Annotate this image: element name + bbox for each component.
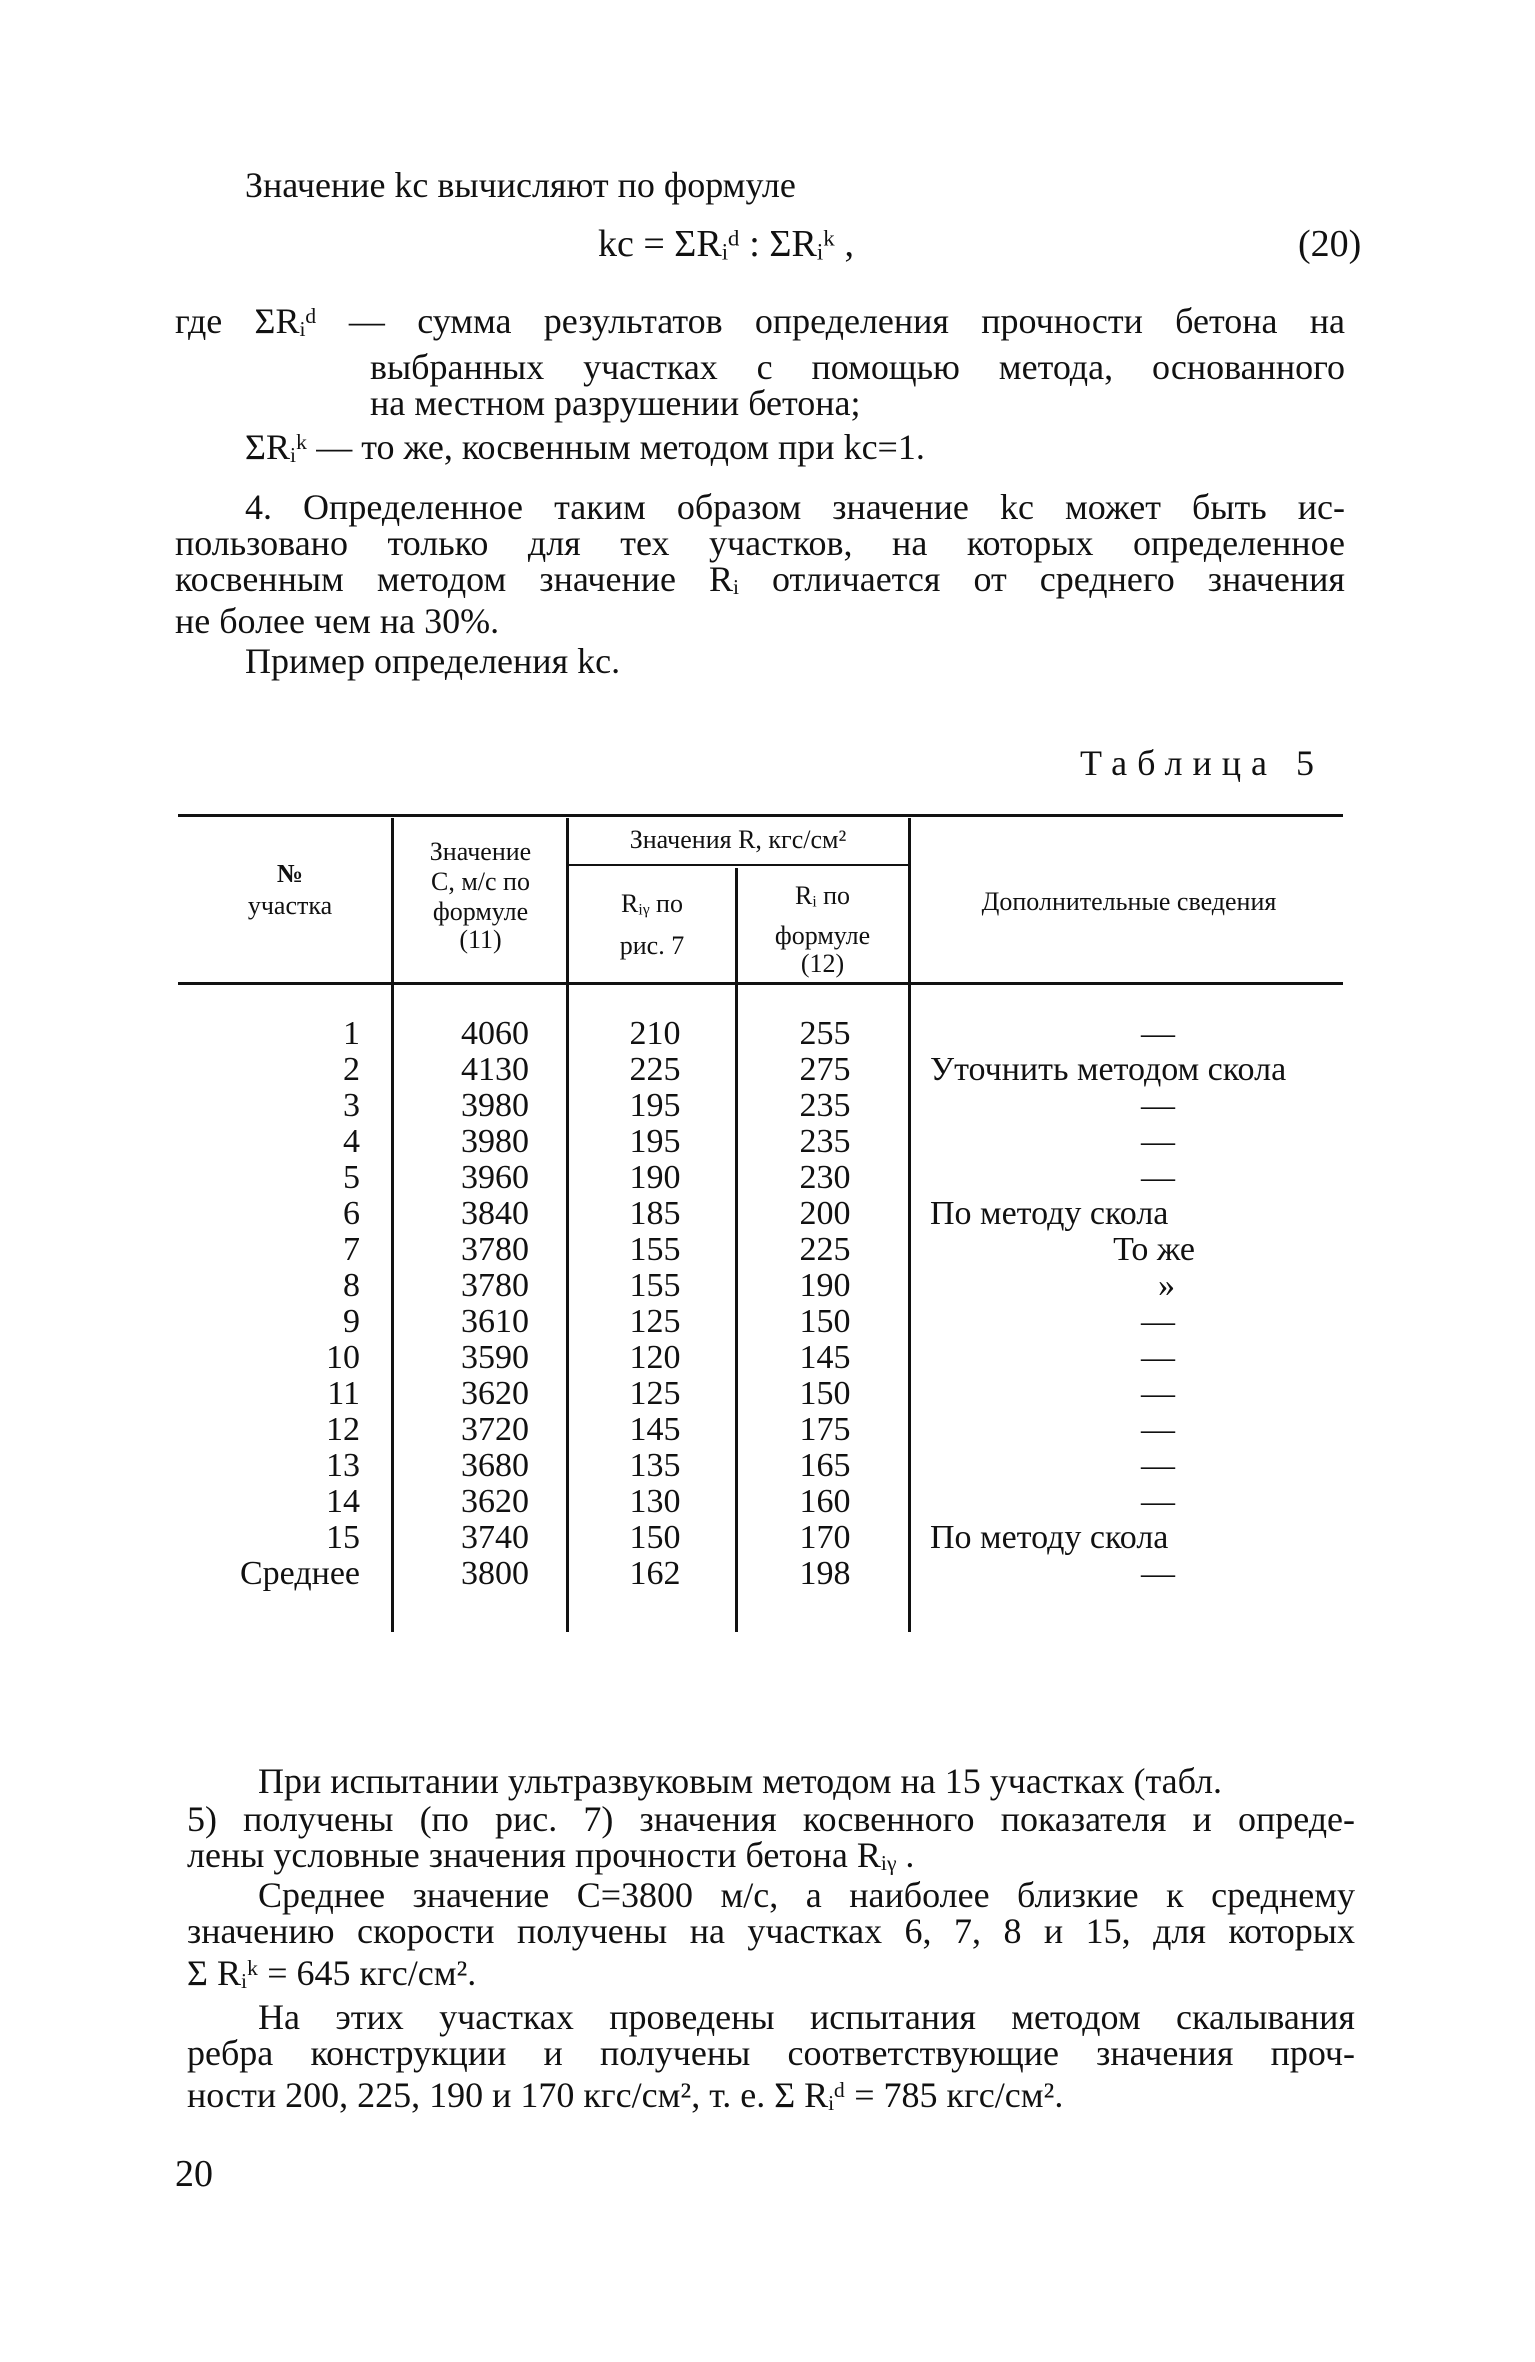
intro-text: Значение kс вычисляют по формуле xyxy=(245,165,796,205)
group-header-rule xyxy=(566,864,908,866)
where-line-4: ΣRᵢᵏ — то же, косвенным методом при kс=1. xyxy=(245,427,925,467)
col-divider-4 xyxy=(908,818,911,1632)
table-cell-num: 6 xyxy=(343,1195,360,1232)
table-cell-c: 3720 xyxy=(461,1411,529,1448)
p3-line-3: ности 200, 225, 190 и 170 кгс/см², т. е. Σ Rᵢᵈ = 785 кгс/см². xyxy=(187,2075,1064,2115)
table-cell-add: По методу скола xyxy=(930,1195,1169,1232)
table-cell-num: 4 xyxy=(343,1123,360,1160)
table-cell-riy: 225 xyxy=(629,1051,681,1088)
p2-line-3: Σ Rᵢᵏ = 645 кгс/см². xyxy=(187,1953,477,1993)
table-cell-add: — xyxy=(1141,1483,1175,1520)
page-number: 20 xyxy=(175,2153,213,2195)
p3-line-1: На этих участках проведены испытания методом скалывания xyxy=(258,1997,1355,2037)
header-rf-line-3: (12) xyxy=(800,949,845,978)
table-cell-c: 3620 xyxy=(461,1375,529,1412)
para4-line-3: косвенным методом значение Rᵢ отличается от среднего значения xyxy=(175,559,1345,599)
col-divider-1 xyxy=(391,818,394,1632)
table-cell-rf: 200 xyxy=(799,1195,851,1232)
table-cell-riy: 195 xyxy=(629,1123,681,1160)
table-cell-rf: 190 xyxy=(799,1267,851,1304)
table-cell-riy: 162 xyxy=(629,1555,681,1592)
table-cell-rf: 150 xyxy=(799,1303,851,1340)
table-cell-c: 3610 xyxy=(461,1303,529,1340)
table-cell-c: 4060 xyxy=(461,1015,529,1052)
table-cell-riy: 195 xyxy=(629,1087,681,1124)
table-cell-c: 3740 xyxy=(461,1519,529,1556)
table-cell-c: 3780 xyxy=(461,1267,529,1304)
table-cell-add: — xyxy=(1141,1339,1175,1376)
column-num xyxy=(160,1016,360,1592)
table-cell-riy: 190 xyxy=(629,1159,681,1196)
table-cell-riy: 155 xyxy=(629,1267,681,1304)
table-cell-num: 14 xyxy=(326,1483,360,1520)
header-c-line-4: (11) xyxy=(459,925,502,954)
table-cell-add: — xyxy=(1141,1555,1175,1592)
where-line-2: выбранных участках с помощью метода, основанного xyxy=(370,347,1345,387)
p2-line-2: значению скорости получены на участках 6, 7, 8 и 15, для которых xyxy=(187,1911,1355,1951)
table-top-rule xyxy=(178,814,1343,817)
table-cell-add: — xyxy=(1141,1411,1175,1448)
table-cell-c: 3780 xyxy=(461,1231,529,1268)
table-cell-riy: 125 xyxy=(629,1303,681,1340)
table-cell-num: 1 xyxy=(343,1015,360,1052)
header-riy-line-1: Rᵢᵧ по xyxy=(621,889,683,918)
header-rf-line-2: формуле xyxy=(774,921,871,950)
column-rf xyxy=(770,1016,880,1592)
p2-line-1: Среднее значение C=3800 м/с, а наиболее близкие к среднему xyxy=(258,1875,1355,1915)
table-cell-riy: 145 xyxy=(629,1411,681,1448)
table-cell-num: 11 xyxy=(327,1375,360,1412)
table-cell-add: — xyxy=(1141,1159,1175,1196)
table-cell-rf: 225 xyxy=(799,1231,851,1268)
column-c xyxy=(440,1016,550,1592)
table-cell-rf: 145 xyxy=(799,1339,851,1376)
table-cell-riy: 120 xyxy=(629,1339,681,1376)
table-cell-add: — xyxy=(1141,1087,1175,1124)
table-cell-rf: 170 xyxy=(799,1519,851,1556)
p1-line-3: лены условные значения прочности бетона Rᵢᵧ . xyxy=(187,1835,915,1875)
table-cell-c: 3680 xyxy=(461,1447,529,1484)
table-cell-rf: 230 xyxy=(799,1159,851,1196)
header-riy-line-2: рис. 7 xyxy=(619,931,685,960)
table-cell-add: По методу скола xyxy=(930,1519,1169,1556)
table-cell-riy: 210 xyxy=(629,1015,681,1052)
formula-20: kс = ΣRᵢᵈ : ΣRᵢᵏ , xyxy=(598,223,855,265)
table-cell-num: 15 xyxy=(326,1519,360,1556)
table-cell-rf: 235 xyxy=(799,1123,851,1160)
table-cell-num: 3 xyxy=(343,1087,360,1124)
table-cell-rf: 160 xyxy=(799,1483,851,1520)
table-cell-num: 12 xyxy=(326,1411,360,1448)
col-divider-2 xyxy=(566,818,569,1632)
header-c-line-1: Значение xyxy=(429,837,532,866)
table-cell-c: 3980 xyxy=(461,1123,529,1160)
para4-line-2: пользовано только для тех участков, на которых определенное xyxy=(175,523,1345,563)
table-cell-riy: 125 xyxy=(629,1375,681,1412)
table-cell-riy: 130 xyxy=(629,1483,681,1520)
where-line-1: где ΣRᵢᵈ — сумма результатов определения прочности бетона на xyxy=(175,301,1345,341)
table-cell-c: 4130 xyxy=(461,1051,529,1088)
table-cell-c: 3960 xyxy=(461,1159,529,1196)
table-cell-add: » xyxy=(1158,1267,1175,1304)
p1-line-2: 5) получены (по рис. 7) значения косвенного показателя и опреде- xyxy=(187,1799,1355,1839)
table-cell-num: 8 xyxy=(343,1267,360,1304)
table-cell-add: — xyxy=(1141,1123,1175,1160)
table-cell-add: То же xyxy=(1113,1231,1195,1268)
header-num-label: участка xyxy=(247,891,333,920)
table-cell-num: 2 xyxy=(343,1051,360,1088)
column-riy xyxy=(600,1016,710,1592)
table-cell-riy: 185 xyxy=(629,1195,681,1232)
table-cell-c: 3620 xyxy=(461,1483,529,1520)
col-divider-3 xyxy=(735,868,738,1632)
table-cell-num: Среднее xyxy=(240,1555,360,1592)
table-cell-num: 13 xyxy=(326,1447,360,1484)
table-cell-riy: 150 xyxy=(629,1519,681,1556)
table-cell-rf: 235 xyxy=(799,1087,851,1124)
where-line-3: на местном разрушении бетона; xyxy=(370,383,861,423)
table-cell-add: — xyxy=(1141,1015,1175,1052)
p1-line-1: При испытании ультразвуковым методом на 15 участках (табл. xyxy=(258,1761,1222,1801)
table-cell-add: Уточнить методом скола xyxy=(930,1051,1287,1088)
para4-line-1: 4. Определенное таким образом значение kс может быть ис- xyxy=(245,487,1345,527)
table-cell-riy: 135 xyxy=(629,1447,681,1484)
table-cell-riy: 155 xyxy=(629,1231,681,1268)
table-header-rule xyxy=(178,982,1343,985)
table-cell-c: 3980 xyxy=(461,1087,529,1124)
header-additional: Дополнительные сведения xyxy=(981,887,1277,916)
table-caption: Таблица 5 xyxy=(1080,743,1324,783)
column-additional xyxy=(915,1016,1365,1592)
header-num-symbol: № xyxy=(276,859,304,888)
para4-line-4: не более чем на 30%. xyxy=(175,601,500,641)
table-cell-rf: 150 xyxy=(799,1375,851,1412)
table-cell-num: 7 xyxy=(343,1231,360,1268)
table-cell-add: — xyxy=(1141,1375,1175,1412)
table-cell-rf: 255 xyxy=(799,1015,851,1052)
header-r-group: Значения R, кгс/см² xyxy=(629,825,847,854)
table-cell-add: — xyxy=(1141,1303,1175,1340)
table-cell-rf: 275 xyxy=(799,1051,851,1088)
header-rf-line-1: Rᵢ по xyxy=(794,881,850,910)
header-c-line-2: C, м/с по xyxy=(431,867,530,896)
header-c-line-3: формуле xyxy=(432,897,529,926)
table-cell-rf: 165 xyxy=(799,1447,851,1484)
table-cell-c: 3840 xyxy=(461,1195,529,1232)
p3-line-2: ребра конструкции и получены соответствующие значения проч- xyxy=(187,2033,1355,2073)
table-cell-num: 9 xyxy=(343,1303,360,1340)
table-cell-c: 3590 xyxy=(461,1339,529,1376)
table-cell-c: 3800 xyxy=(461,1555,529,1592)
table-cell-add: — xyxy=(1141,1447,1175,1484)
formula-number: (20) xyxy=(1298,223,1362,265)
example-line: Пример определения kс. xyxy=(245,641,621,681)
table-cell-rf: 198 xyxy=(799,1555,851,1592)
table-cell-num: 5 xyxy=(343,1159,360,1196)
table-cell-num: 10 xyxy=(326,1339,360,1376)
table-cell-rf: 175 xyxy=(799,1411,851,1448)
